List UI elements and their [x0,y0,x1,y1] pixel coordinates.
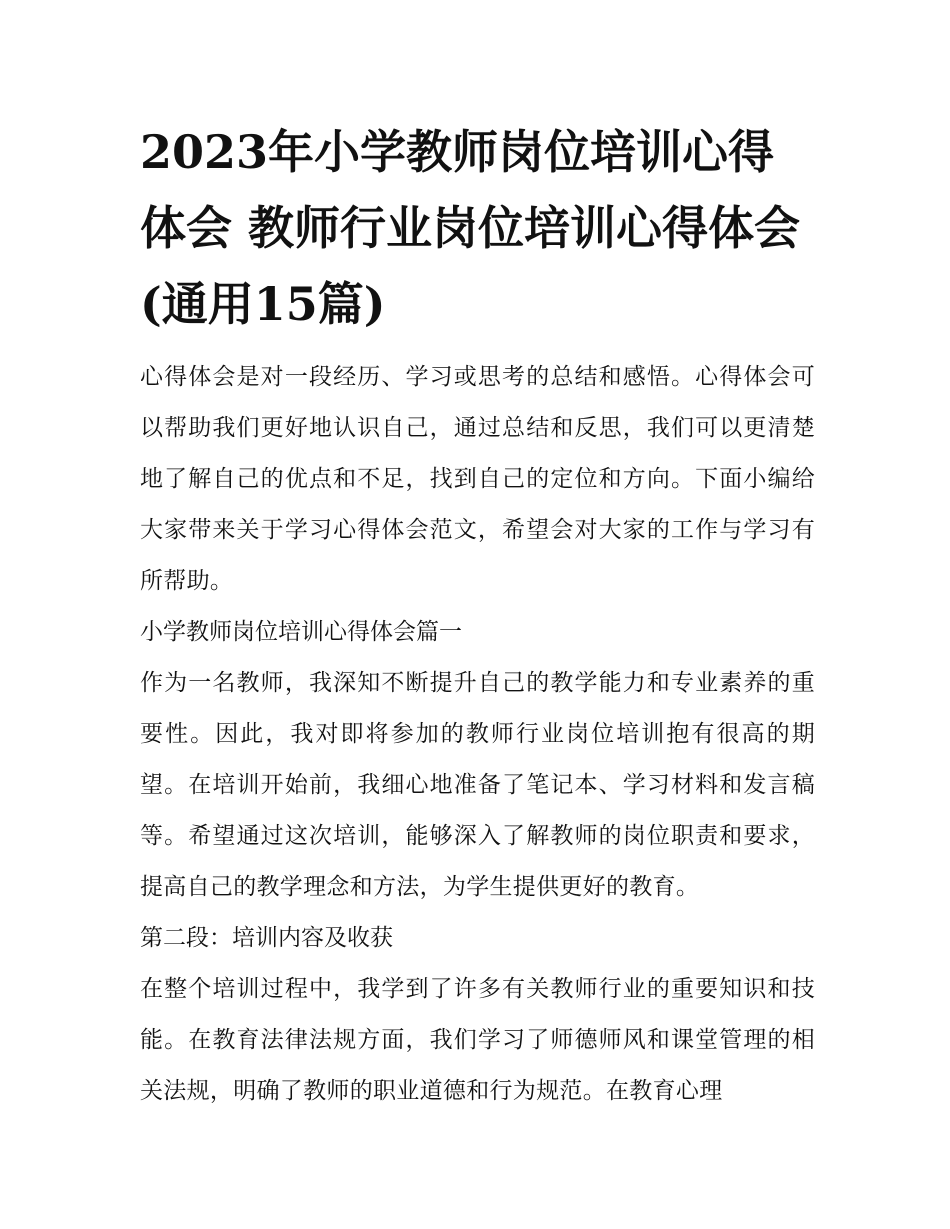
document-title: 2023年小学教师岗位培训心得体会 教师行业岗位培训心得体会(通用15篇) [140,125,801,331]
section-1-heading: 小学教师岗位培训心得体会篇一 [140,619,462,645]
section-2-heading: 第二段：培训内容及收获 [140,925,393,951]
section-2-paragraph: 在整个培训过程中，我学到了许多有关教师行业的重要知识和技能。在教育法律法规方面，我们学习了师德师风和课堂管理的相关法规，明确了教师的职业道德和行为规范。在教育心理 [140,976,815,1104]
document-page [140,114,815,1117]
section-1-paragraph: 作为一名教师，我深知不断提升自己的教学能力和专业素养的重要性。因此，我对即将参加的教师行业岗位培训抱有很高的期望。在培训开始前，我细心地准备了笔记本、学习材料和发言稿等。希望通过这次培训，能够深入了解教师的岗位职责和要求，提高自己的教学理念和方法，为学生提供更好的教育。 [140,670,815,900]
intro-paragraph: 心得体会是对一段经历、学习或思考的总结和感悟。心得体会可以帮助我们更好地认识自己，通过总结和反思，我们可以更清楚地了解自己的优点和不足，找到自己的定位和方向。下面小编给大家带来关于学习心得体会范文，希望会对大家的工作与学习有所帮助。 [140,364,815,594]
